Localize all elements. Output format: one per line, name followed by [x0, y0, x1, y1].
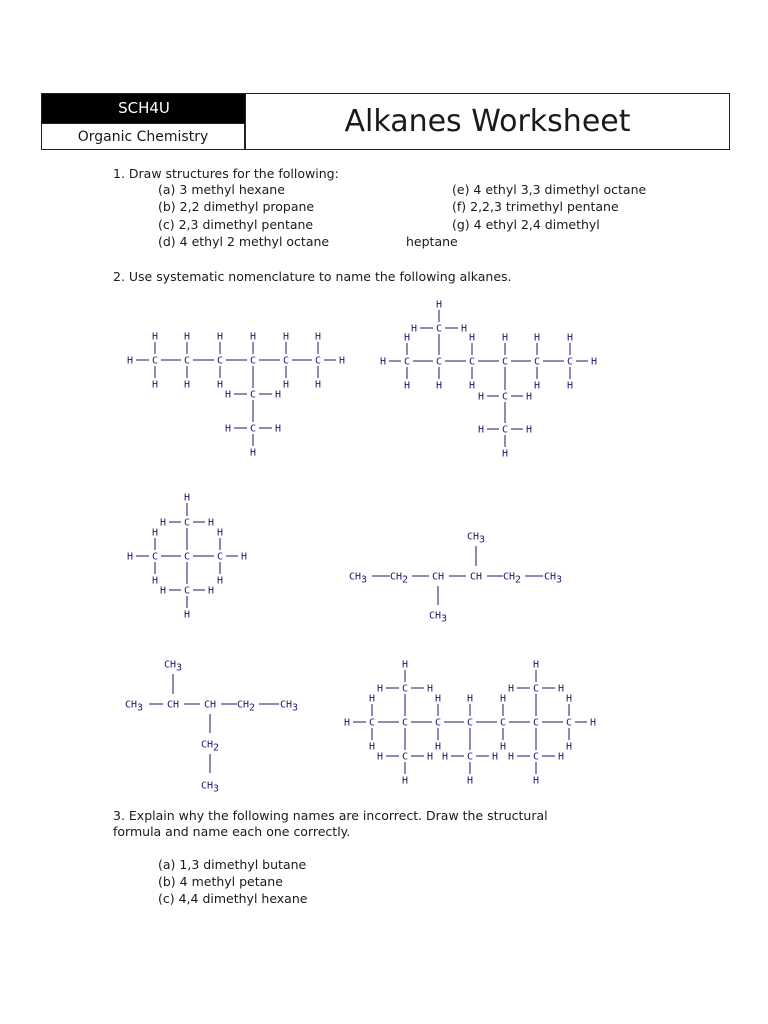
- hydrogen-atom: H: [159, 585, 167, 597]
- hydrogen-atom: H: [274, 389, 282, 401]
- carbon-atom: C: [501, 391, 509, 403]
- methyl-group: CH3: [200, 780, 220, 795]
- hydrogen-atom: H: [249, 331, 257, 343]
- hydrogen-atom: H: [338, 355, 346, 367]
- methyl-group: CH3: [428, 610, 448, 625]
- hydrogen-atom: H: [401, 659, 409, 671]
- hydrogen-atom: H: [207, 585, 215, 597]
- hydrogen-atom: H: [183, 331, 191, 343]
- q3-prompt-line2: formula and name each one correctly.: [113, 824, 351, 839]
- q1-item-e: (e) 4 ethyl 3,3 dimethyl octane: [452, 182, 647, 197]
- hydrogen-atom: H: [249, 447, 257, 459]
- carbon-atom: C: [401, 717, 409, 729]
- methine-group: CH: [431, 571, 445, 583]
- carbon-atom: C: [532, 751, 540, 763]
- carbon-atom: C: [499, 717, 507, 729]
- hydrogen-atom: H: [216, 331, 224, 343]
- hydrogen-atom: H: [368, 741, 376, 753]
- q1-item-b: (b) 2,2 dimethyl propane: [158, 199, 315, 214]
- hydrogen-atom: H: [314, 379, 322, 391]
- hydrogen-atom: H: [151, 331, 159, 343]
- hydrogen-atom: H: [477, 391, 485, 403]
- q1-item-g-wrap: heptane: [406, 234, 458, 249]
- hydrogen-atom: H: [403, 380, 411, 392]
- carbon-atom: C: [216, 551, 224, 563]
- hydrogen-atom: H: [240, 551, 248, 563]
- hydrogen-atom: H: [314, 331, 322, 343]
- carbon-atom: C: [435, 356, 443, 368]
- hydrogen-atom: H: [224, 389, 232, 401]
- hydrogen-atom: H: [274, 423, 282, 435]
- hydrogen-atom: H: [207, 517, 215, 529]
- carbon-atom: C: [282, 355, 290, 367]
- methylene-group: CH2: [389, 571, 409, 586]
- hydrogen-atom: H: [368, 693, 376, 705]
- hydrogen-atom: H: [376, 751, 384, 763]
- hydrogen-atom: H: [376, 683, 384, 695]
- carbon-atom: C: [501, 356, 509, 368]
- carbon-atom: C: [566, 356, 574, 368]
- hydrogen-atom: H: [533, 380, 541, 392]
- q1-item-d: (d) 4 ethyl 2 methyl octane: [158, 234, 330, 249]
- carbon-atom: C: [401, 683, 409, 695]
- q1-item-a: (a) 3 methyl hexane: [158, 182, 285, 197]
- carbon-atom: C: [434, 717, 442, 729]
- hydrogen-atom: H: [343, 717, 351, 729]
- methylene-group: CH2: [502, 571, 522, 586]
- hydrogen-atom: H: [566, 332, 574, 344]
- hydrogen-atom: H: [426, 751, 434, 763]
- carbon-atom: C: [216, 355, 224, 367]
- carbon-atom: C: [314, 355, 322, 367]
- hydrogen-atom: H: [466, 693, 474, 705]
- carbon-atom: C: [401, 751, 409, 763]
- methine-group: CH: [166, 699, 180, 711]
- hydrogen-atom: H: [491, 751, 499, 763]
- carbon-atom: C: [501, 424, 509, 436]
- carbon-atom: C: [468, 356, 476, 368]
- hydrogen-atom: H: [435, 380, 443, 392]
- q3-item-a: (a) 1,3 dimethyl butane: [158, 857, 307, 872]
- hydrogen-atom: H: [557, 751, 565, 763]
- carbon-atom: C: [533, 356, 541, 368]
- q2-prompt: 2. Use systematic nomenclature to name the following alkanes.: [113, 269, 512, 284]
- hydrogen-atom: H: [468, 332, 476, 344]
- q3-item-b: (b) 4 methyl petane: [158, 874, 283, 889]
- hydrogen-atom: H: [151, 575, 159, 587]
- carbon-atom: C: [183, 585, 191, 597]
- hydrogen-atom: H: [501, 448, 509, 460]
- methyl-group: CH3: [348, 571, 368, 586]
- hydrogen-atom: H: [441, 751, 449, 763]
- hydrogen-atom: H: [183, 609, 191, 621]
- hydrogen-atom: H: [126, 355, 134, 367]
- carbon-atom: C: [532, 683, 540, 695]
- hydrogen-atom: H: [282, 379, 290, 391]
- hydrogen-atom: H: [477, 424, 485, 436]
- hydrogen-atom: H: [501, 332, 509, 344]
- carbon-atom: C: [435, 323, 443, 335]
- hydrogen-atom: H: [532, 659, 540, 671]
- carbon-atom: C: [565, 717, 573, 729]
- hydrogen-atom: H: [566, 380, 574, 392]
- hydrogen-atom: H: [183, 492, 191, 504]
- methyl-group: CH3: [543, 571, 563, 586]
- carbon-atom: C: [183, 517, 191, 529]
- hydrogen-atom: H: [590, 356, 598, 368]
- carbon-atom: C: [466, 717, 474, 729]
- q3-prompt-line1: 3. Explain why the following names are incorrect. Draw the structural: [113, 808, 548, 823]
- q1-item-f: (f) 2,2,3 trimethyl pentane: [452, 199, 619, 214]
- hydrogen-atom: H: [224, 423, 232, 435]
- hydrogen-atom: H: [159, 517, 167, 529]
- hydrogen-atom: H: [499, 693, 507, 705]
- hydrogen-atom: H: [466, 775, 474, 787]
- carbon-atom: C: [151, 551, 159, 563]
- hydrogen-atom: H: [525, 424, 533, 436]
- carbon-atom: C: [532, 717, 540, 729]
- methyl-group: CH3: [124, 699, 144, 714]
- carbon-atom: C: [368, 717, 376, 729]
- hydrogen-atom: H: [525, 391, 533, 403]
- carbon-atom: C: [183, 355, 191, 367]
- carbon-atom: C: [151, 355, 159, 367]
- hydrogen-atom: H: [507, 683, 515, 695]
- q3-item-c: (c) 4,4 dimethyl hexane: [158, 891, 308, 906]
- hydrogen-atom: H: [533, 332, 541, 344]
- hydrogen-atom: H: [151, 527, 159, 539]
- hydrogen-atom: H: [468, 380, 476, 392]
- hydrogen-atom: H: [216, 575, 224, 587]
- methyl-group: CH3: [279, 699, 299, 714]
- methyl-group: CH3: [163, 659, 183, 674]
- hydrogen-atom: H: [460, 323, 468, 335]
- hydrogen-atom: H: [435, 299, 443, 311]
- hydrogen-atom: H: [565, 741, 573, 753]
- hydrogen-atom: H: [282, 331, 290, 343]
- methine-group: CH: [203, 699, 217, 711]
- hydrogen-atom: H: [216, 527, 224, 539]
- hydrogen-atom: H: [557, 683, 565, 695]
- hydrogen-atom: H: [532, 775, 540, 787]
- q1-item-g: (g) 4 ethyl 2,4 dimethyl: [452, 217, 600, 232]
- carbon-atom: C: [183, 551, 191, 563]
- q1-item-c: (c) 2,3 dimethyl pentane: [158, 217, 314, 232]
- carbon-atom: C: [249, 389, 257, 401]
- worksheet-title: Alkanes Worksheet: [344, 104, 631, 139]
- hydrogen-atom: H: [589, 717, 597, 729]
- carbon-atom: C: [403, 356, 411, 368]
- hydrogen-atom: H: [410, 323, 418, 335]
- hydrogen-atom: H: [151, 379, 159, 391]
- hydrogen-atom: H: [434, 741, 442, 753]
- q1-prompt: 1. Draw structures for the following:: [113, 166, 339, 181]
- carbon-atom: C: [466, 751, 474, 763]
- methine-group: CH: [469, 571, 483, 583]
- hydrogen-atom: H: [434, 693, 442, 705]
- hydrogen-atom: H: [401, 775, 409, 787]
- course-name: Organic Chemistry: [42, 123, 245, 149]
- carbon-atom: C: [249, 355, 257, 367]
- hydrogen-atom: H: [403, 332, 411, 344]
- course-code: SCH4U: [42, 94, 246, 123]
- methyl-group: CH3: [466, 531, 486, 546]
- hydrogen-atom: H: [426, 683, 434, 695]
- hydrogen-atom: H: [183, 379, 191, 391]
- hydrogen-atom: H: [379, 356, 387, 368]
- hydrogen-atom: H: [565, 693, 573, 705]
- hydrogen-atom: H: [507, 751, 515, 763]
- methylene-group: CH2: [200, 739, 220, 754]
- methylene-group: CH2: [236, 699, 256, 714]
- hydrogen-atom: H: [126, 551, 134, 563]
- hydrogen-atom: H: [499, 741, 507, 753]
- carbon-atom: C: [249, 423, 257, 435]
- hydrogen-atom: H: [216, 379, 224, 391]
